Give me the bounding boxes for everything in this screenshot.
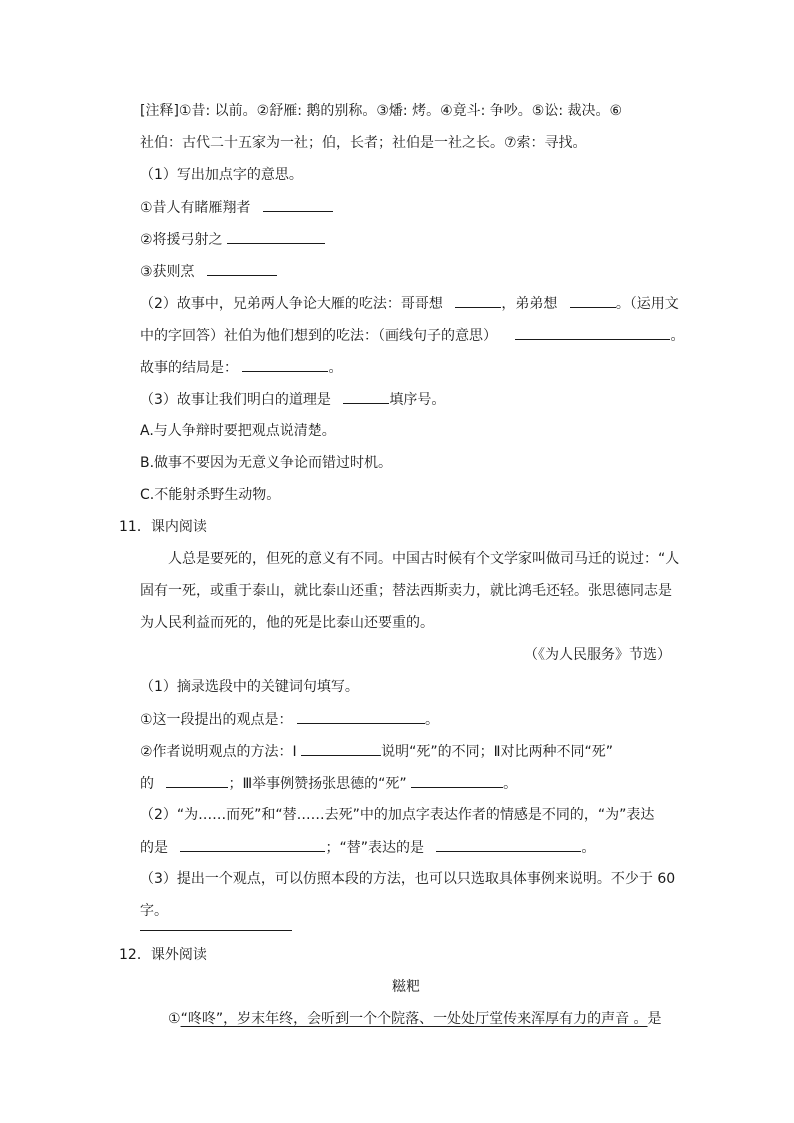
q2-text: 中的字回答）社伯为他们想到的吃法：（画线句子的意思） — [140, 328, 497, 344]
q1-item-1 — [140, 197, 333, 218]
essay-answer-line[interactable] — [140, 930, 292, 931]
s11-paragraph-line-1: 人总是要死的，但死的意义有不同。中国古时候有个文学家叫做司马迁的说过：“人 — [168, 551, 680, 567]
q2-text: 。（运用文 — [615, 296, 679, 312]
q1-item-3 — [140, 261, 277, 282]
q2-line-2 — [140, 325, 684, 346]
s12-paragraph-line-1 — [168, 1009, 662, 1029]
s12-article-title: 糍粑 — [392, 979, 420, 995]
annotation-line-1: [注释]①昔: 以前。②舒雁: 鹅的别称。③燔: 烤。④竟斗: 争吵。⑤讼: 裁决。⑥ — [140, 103, 623, 119]
s11-q1-prompt: （1）摘录选段中的关键词句填写。 — [140, 679, 359, 695]
q1-item-1-text: ①昔人有睹雁翔者 — [140, 200, 251, 216]
answer-blank[interactable] — [227, 229, 325, 244]
q1-item-3-text: ③获则烹 — [140, 264, 195, 280]
underlined-sentence: “咚咚”，岁末年终，会听到一个个院落、一处处厅堂传来浑厚有力的声音 。 — [180, 1011, 648, 1027]
section-11-header: 11．课内阅读 — [119, 519, 207, 535]
q2-text: 。 — [670, 328, 685, 344]
answer-blank[interactable] — [455, 293, 501, 308]
s11-q2-text: ；“替”表达的是 — [325, 840, 424, 856]
answer-blank[interactable] — [297, 709, 425, 724]
s11-q2-line-1: （2）“为……而死”和“替……去死”中的加点字表达作者的情感是不同的，“为”表达 — [140, 807, 655, 823]
answer-blank[interactable] — [301, 741, 381, 756]
section-12-header: 12．课外阅读 — [119, 947, 207, 963]
q3-text: （3）故事让我们明白的道理是 — [140, 392, 331, 408]
s11-q1-text: 说明“死”的不同；Ⅱ对比两种不同“死” — [381, 744, 614, 760]
s11-q2-line-2 — [140, 837, 595, 858]
q1-item-2 — [140, 229, 325, 250]
s11-source: （《为人民服务》节选） — [524, 647, 671, 663]
q3-option-c: C.不能射杀野生动物。 — [140, 487, 281, 503]
s11-q1-item-1 — [140, 709, 439, 730]
q2-line-3 — [140, 357, 342, 378]
q3-prompt — [140, 389, 445, 410]
q2-text: 故事的结局是： — [140, 360, 238, 376]
s11-q1-text: ①这一段提出的观点是： — [140, 712, 293, 728]
s11-q1-text: ；Ⅲ举事例赞扬张思德的“死” — [228, 776, 407, 792]
paragraph-text: 是 — [647, 1011, 662, 1027]
answer-blank[interactable] — [570, 293, 616, 308]
answer-blank[interactable] — [207, 261, 277, 276]
q3-option-b: B.做事不要因为无意义争论而错过时机。 — [140, 455, 393, 471]
q2-text: （2）故事中，兄弟两人争论大雁的吃法：哥哥想 — [140, 296, 443, 312]
q1-item-2-text: ②将援弓射之 — [140, 232, 223, 248]
answer-blank[interactable] — [515, 325, 670, 340]
s11-q3-line-1: （3）提出一个观点，可以仿照本段的方法，也可以只选取具体事例来说明。不少于 60 — [140, 871, 676, 887]
s11-paragraph-line-2: 固有一死，或重于泰山，就比泰山还重；替法西斯卖力，就比鸿毛还轻。张思德同志是 — [140, 583, 672, 599]
paragraph-number: ① — [168, 1011, 181, 1027]
s11-q1-text: ②作者说明观点的方法：Ⅰ — [140, 744, 297, 760]
answer-blank[interactable] — [180, 837, 325, 852]
s11-q1-text: 。 — [425, 712, 440, 728]
q3-option-a: A.与人争辩时要把观点说清楚。 — [140, 423, 336, 439]
s11-q1-text: 的 — [140, 776, 154, 792]
q2-line-1 — [140, 293, 679, 314]
s11-paragraph-line-3: 为人民利益而死的，他的死是比泰山还要重的。 — [140, 615, 434, 631]
annotation-line-2: 社伯：古代二十五家为一社；伯，长者；社伯是一社之长。⑦索：寻找。 — [140, 135, 587, 151]
answer-blank[interactable] — [242, 357, 328, 372]
q2-text: ，弟弟想 — [501, 296, 558, 312]
q2-text: 。 — [328, 360, 343, 376]
answer-blank[interactable] — [343, 389, 389, 404]
answer-blank[interactable] — [166, 773, 228, 788]
q3-text: 填序号。 — [389, 392, 446, 408]
s11-q2-text: 的是 — [140, 840, 168, 856]
answer-blank[interactable] — [263, 197, 333, 212]
s11-q1-item-2 — [140, 741, 613, 762]
s11-q1-item-3 — [140, 773, 517, 794]
s11-q1-text: 。 — [503, 776, 518, 792]
s11-q3-line-2: 字。 — [140, 903, 168, 919]
answer-blank[interactable] — [436, 837, 581, 852]
q1-prompt: （1）写出加点字的意思。 — [140, 167, 303, 183]
answer-blank[interactable] — [411, 773, 503, 788]
s11-q2-text: 。 — [581, 840, 596, 856]
